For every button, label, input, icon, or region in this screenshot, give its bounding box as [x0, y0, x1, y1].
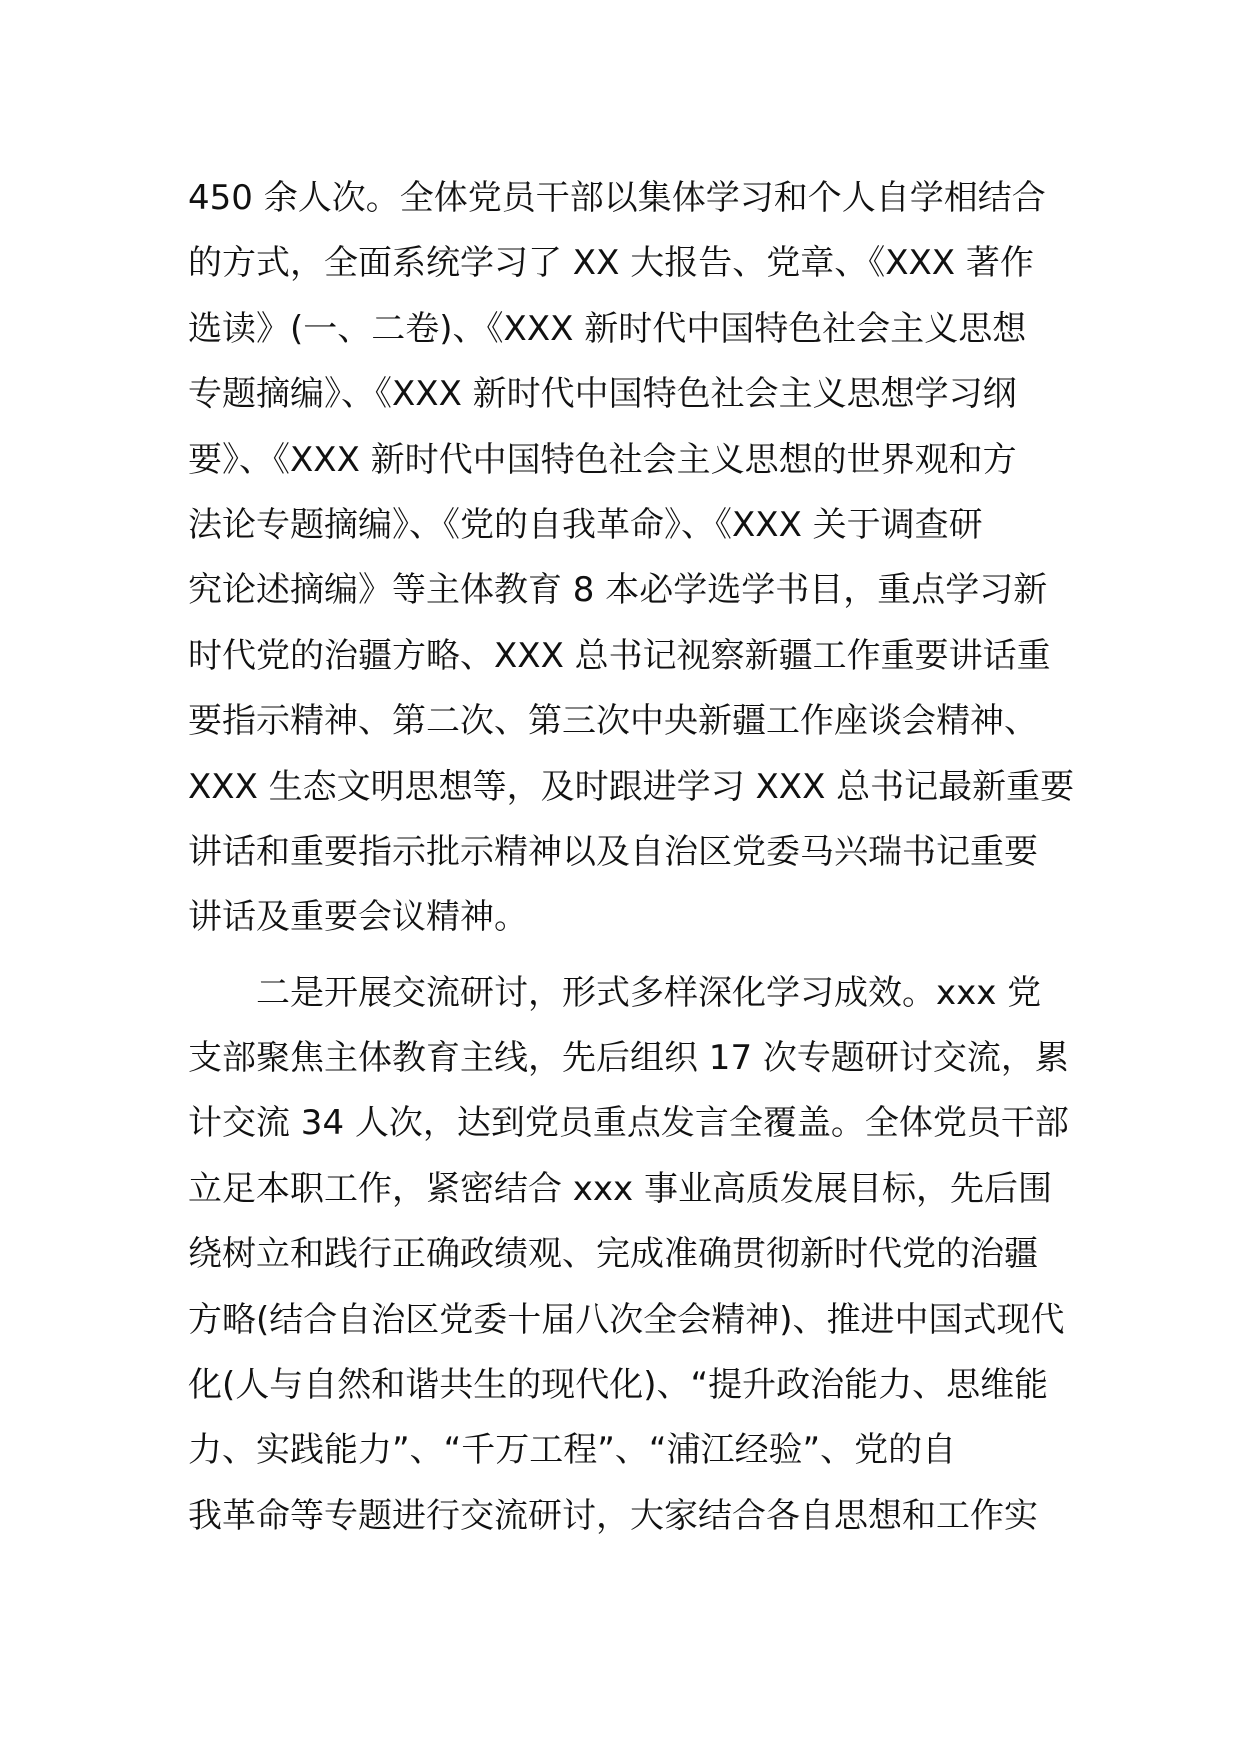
paragraph-2-line: 计交流 34 人次，达到党员重点发言全覆盖。全体党员干部: [188, 1103, 1069, 1144]
paragraph-2-line: 方略(结合自治区党委十届八次全会精神)、推进中国式现代: [188, 1299, 1065, 1340]
paragraph-1-line: 要指示精神、第二次、第三次中央新疆工作座谈会精神、: [188, 701, 1038, 742]
document-body: [188, 166, 1075, 1549]
paragraph-1-line: 选读》(一、二卷)、《XXX 新时代中国特色社会主义思想: [188, 308, 1027, 349]
paragraph-2: [188, 961, 1068, 1550]
paragraph-2-line: 化(人与自然和谐共生的现代化)、“提升政治能力、思维能: [188, 1365, 1049, 1406]
paragraph-1-line: 要》、《XXX 新时代中国特色社会主义思想的世界观和方: [188, 439, 1017, 480]
paragraph-gap: [188, 951, 1068, 961]
paragraph-1-line: 讲话及重要会议精神。: [188, 897, 528, 938]
paragraph-1-line: 讲话和重要指示批示精神以及自治区党委马兴瑞书记重要: [188, 831, 1038, 872]
paragraph-1-line: 450 余人次。全体党员干部以集体学习和个人自学相结合: [188, 178, 1046, 218]
paragraph-2-line: 二是开展交流研讨，形式多样深化学习成效。xxx 党: [188, 972, 1042, 1013]
paragraph-1-line: 时代党的治疆方略、XXX 总书记视察新疆工作重要讲话重: [188, 635, 1051, 676]
paragraph-2-line: 绕树立和践行正确政绩观、完成准确贯彻新时代党的治疆: [188, 1234, 1038, 1275]
paragraph-2-line: 力、实践能力”、“千万工程”、“浦江经验”、党的自: [188, 1430, 957, 1471]
paragraph-2-line: 立足本职工作，紧密结合 xxx 事业高质发展目标，先后围: [188, 1168, 1052, 1209]
paragraph-1-line: XXX 生态文明思想等，及时跟进学习 XXX 总书记最新重要: [188, 766, 1075, 807]
paragraph-1-line: 法论专题摘编》、《党的自我革命》、《XXX 关于调查研: [188, 504, 983, 545]
paragraph-1-line: 的方式，全面系统学习了 XX 大报告、党章、《XXX 著作: [188, 243, 1034, 284]
paragraph-1-line: 究论述摘编》等主体教育 8 本必学选学书目，重点学习新: [188, 570, 1048, 611]
paragraph-1-line: 专题摘编》、《XXX 新时代中国特色社会主义思想学习纲: [188, 374, 1017, 415]
paragraph-1: [188, 166, 1075, 951]
paragraph-2-line: 支部聚焦主体教育主线，先后组织 17 次专题研讨交流，累: [188, 1038, 1069, 1079]
paragraph-2-line: 我革命等专题进行交流研讨，大家结合各自思想和工作实: [188, 1495, 1038, 1536]
